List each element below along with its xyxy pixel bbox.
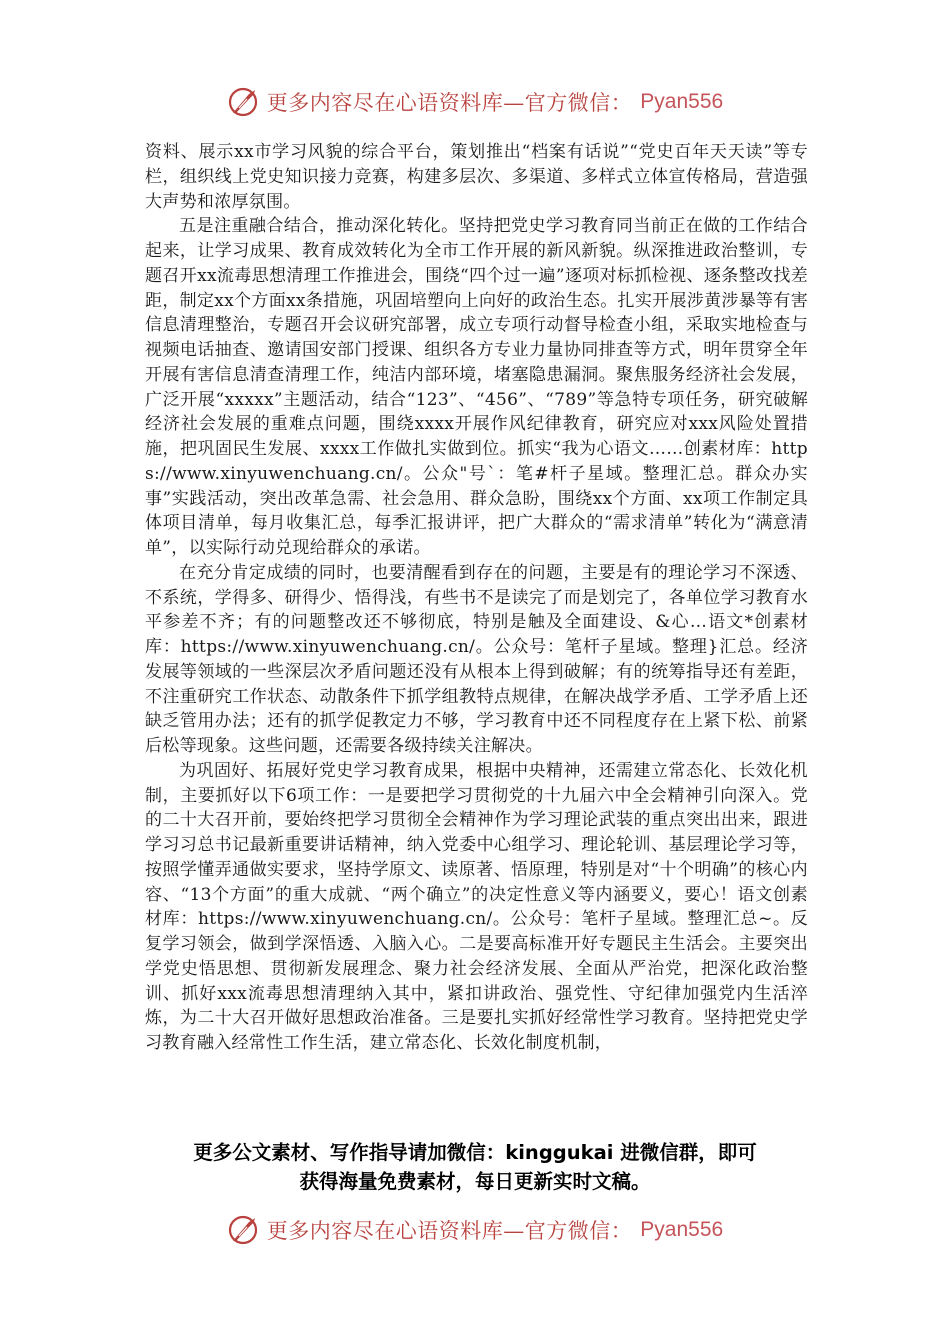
paragraph-2: 五是注重融合结合，推动深化转化。坚持把党史学习教育同当前正在做的工作结合起来，让学习成果、教育成效转化为全市工作开展的新风新貌。纵深推进政治整训，专题召开xx流毒思想清理工作推进会，围绕“四个过一遍”逐项对标抓检视、逐条整改找差距，制定xx个方面xx条措施，巩固培塑向上向好的政治生态。扎实开展涉黄涉暴等有害信息清理整治，专题召开会议研究部署，成立专项行动督导检查小组，采取实地检查与视频电话抽查、邀请国安部门授课、组织各方专业力量协同排查等方式，明年贯穿全年开展有害信息清查清理工作，纯洁内部环境，堵塞隐患漏洞。聚焦服务经济社会发展，广泛开展“xxxxx”主题活动，结合“123”、“456”、“789”等急特专项任务，研究破解经济社会发展的重难点问题，围绕xxxx开展作风纪律教育，研究应对xxx风险处置措施，把巩固民生发展、xxxx工作做扎实做到位。抓实“我为心语文……创素材库：https://www.xinyuwenchuang.cn/。公众"号`：笔#杆子星域。整理汇总。群众办实事”实践活动，突出改革急需、社会急用、群众急盼，围绕xx个方面、xx项工作制定具体项目清单，每月收集汇总，每季汇报讲评，把广大群众的“需求清单”转化为“满意清单”，以实际行动兑现给群众的承诺。 (145, 216, 808, 558)
paragraph-3: 在充分肯定成绩的同时，也要清醒看到存在的问题，主要是有的理论学习不深透、不系统，学得多、研得少、悟得浅，有些书不是读完了而是划完了，各单位学习教育水平参差不齐；有的问题整改还不够彻底，特别是触及全面建设、&心…语文*创素材库：https://www.xinyuwenchuang.cn/。公众号：笔杆子星域。整理}汇总。经济发展等领域的一些深层次矛盾问题还没有从根本上得到破解；有的统筹指导还有差距，不注重研究工作状态、动散条件下抓学组教特点规律，在解决战学矛盾、工学矛盾上还缺乏管用办法；还有的抓学促教定力不够，学习教育中还不同程度存在上紧下松、前紧后松等现象。这些问题，还需要各级持续关注解决。 (145, 562, 808, 756)
quill-pen-icon (227, 1214, 259, 1246)
promo-line-2: 获得海量免费素材，每日更新实时文稿。 (299, 1170, 651, 1193)
header-banner (0, 82, 950, 122)
quill-pen-icon (227, 86, 259, 118)
footer-banner-text: 更多内容尽在心语资料库—官方微信： (266, 1219, 633, 1243)
header-banner-text: 更多内容尽在心语资料库—官方微信： (266, 91, 633, 115)
paragraph-1: 资料、展示xx市学习风貌的综合平台，策划推出“档案有话说”“党史百年天天读”等专栏，组织线上党史知识接力竞赛，构建多层次、多渠道、多样式立体宣传格局，营造强大声势和浓厚氛围。 (145, 142, 808, 212)
footer-banner (0, 1210, 950, 1250)
footer-wechat-id: Pyan556 (640, 1218, 724, 1241)
header-wechat-id: Pyan556 (640, 90, 724, 113)
paragraph-4: 为巩固好、拓展好党史学习教育成果，根据中央精神，还需建立常态化、长效化机制，主要抓好以下6项工作：一是要把学习贯彻党的十九届六中全会精神引向深入。党的二十大召开前，要始终把学习贯彻全会精神作为学习理论武装的重点突出出来，跟进学习习总书记最新重要讲话精神，纳入党委中心组学习、理论轮训、基层理论学习等，按照学懂弄通做实要求，坚持学原文、读原著、悟原理，特别是对“十个明确”的核心内容、“13个方面”的重大成就、“两个确立”的决定性意义等内涵要义，要心！语文创素材库：https://www.xinyuwenchuang.cn/。公众号：笔杆子星域。整理汇总~。反复学习领会，做到学深悟透、入脑入心。二是要高标准开好专题民主生活会。主要突出学党史悟思想、贯彻新发展理念、聚力社会经济发展、全面从严治党，把深化政治整训、抓好xxx流毒思想清理纳入其中，紧扣讲政治、强党性、守纪律加强党内生活淬炼，为二十大召开做好思想政治准备。三是要扎实抓好经常性学习教育。坚持把党史学习教育融入经常性工作生活，建立常态化、长效化制度机制， (145, 760, 808, 1053)
document-body (145, 140, 808, 1056)
promo-line-1: 更多公文素材、写作指导请加微信：kinggukai 进微信群，即可 (193, 1141, 757, 1164)
promo-notice (0, 1138, 950, 1196)
